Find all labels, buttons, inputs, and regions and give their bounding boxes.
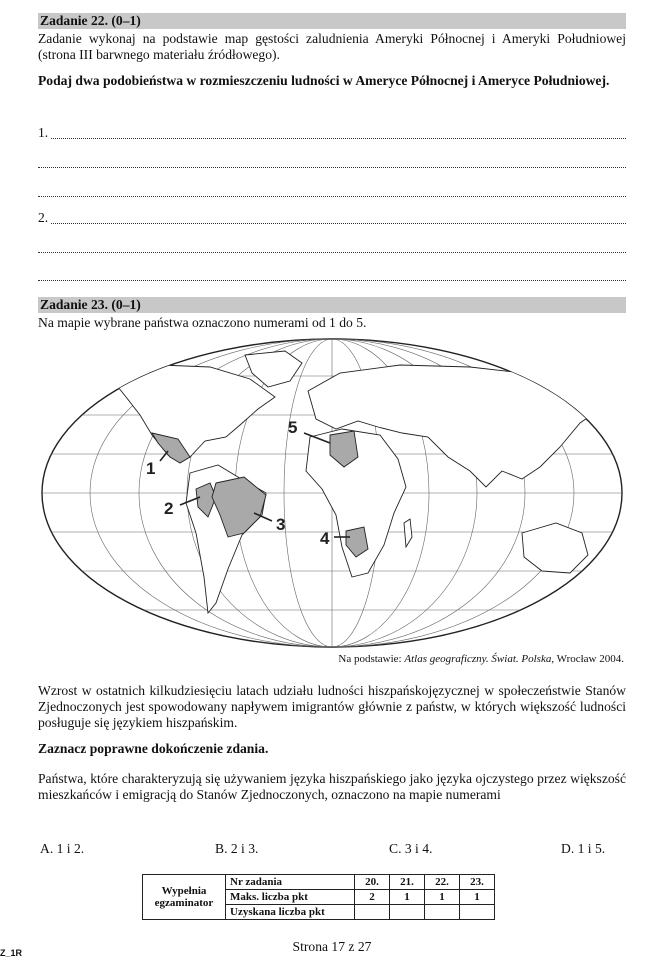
- score-row-max-label: Maks. liczba pkt: [226, 890, 355, 905]
- answer-line[interactable]: [38, 182, 626, 197]
- score-table: [142, 874, 495, 920]
- map-label-3: 3: [276, 515, 286, 534]
- exam-code: Z_1R: [0, 948, 23, 958]
- answer-line[interactable]: [38, 124, 626, 139]
- answer-line[interactable]: [38, 209, 626, 224]
- page-number: Strona 17 z 27: [292, 939, 372, 954]
- score-max-23: 1: [460, 890, 495, 905]
- score-row-got-label: Uzyskana liczba pkt: [226, 905, 355, 920]
- map-label-4: 4: [320, 529, 330, 548]
- option-b[interactable]: B. 2 i 3.: [215, 841, 259, 856]
- task-22-intro: Zadanie wykonaj na podstawie map gęstości zaludnienia Ameryki Północnej i Ameryki Południowej (strona III barwnego materiału źródłowego).: [38, 31, 626, 62]
- task-23-header: Zadanie 23. (0–1): [38, 297, 626, 313]
- task-22-command: Podaj dwa podobieństwa w rozmieszczeniu ludności w Ameryce Północnej i Ameryce Południowej.: [38, 73, 610, 88]
- task-23-command: Zaznacz poprawne dokończenie zdania.: [38, 741, 269, 756]
- map-source-prefix: Na podstawie:: [338, 653, 405, 665]
- answer-line[interactable]: [38, 266, 626, 281]
- score-got-23[interactable]: [460, 905, 495, 920]
- score-task-23: 23.: [460, 875, 495, 890]
- map-source-suffix: , Wrocław 2004.: [551, 653, 624, 665]
- score-got-20[interactable]: [355, 905, 390, 920]
- task-22-header: Zadanie 22. (0–1): [38, 13, 626, 29]
- score-task-21: 21.: [390, 875, 425, 890]
- option-d[interactable]: D. 1 i 5.: [561, 841, 606, 856]
- task-23-question: Państwa, które charakteryzują się używaniem języka hiszpańskiego jako języka ojczystego przez większość mieszkańców i emigracją do Stanów Zjednoczonych, oznaczono na mapie numerami: [38, 771, 626, 802]
- score-max-22: 1: [425, 890, 460, 905]
- option-a[interactable]: A. 1 i 2.: [40, 841, 85, 856]
- map-source-title: Atlas geograficzny. Świat. Polska: [404, 653, 552, 665]
- task-23-intro: Na mapie wybrane państwa oznaczono numerami od 1 do 5.: [38, 315, 367, 330]
- answer-number-1: 1.: [38, 125, 49, 140]
- world-map: [40, 337, 624, 649]
- score-fill-line2: egzaminator: [154, 897, 214, 909]
- score-got-22[interactable]: [425, 905, 460, 920]
- answer-line[interactable]: [38, 153, 626, 168]
- score-got-21[interactable]: [390, 905, 425, 920]
- map-label-1: 1: [146, 459, 156, 478]
- task-23-paragraph: Wzrost w ostatnich kilkudziesięciu latach udziału ludności hiszpańskojęzycznej w społeczeństwie Stanów Zjednoczonych jest spowodowany napływem imigrantów głównie z państw, w których większość ludności posługuje się językiem hiszpańskim.: [38, 683, 626, 730]
- answer-line[interactable]: [38, 238, 626, 253]
- score-max-20: 2: [355, 890, 390, 905]
- score-max-21: 1: [390, 890, 425, 905]
- map-source: [338, 651, 624, 667]
- score-task-22: 22.: [425, 875, 460, 890]
- score-task-20: 20.: [355, 875, 390, 890]
- answer-number-2: 2.: [38, 210, 49, 225]
- score-row-task-label: Nr zadania: [226, 875, 355, 890]
- score-table-fill-label: [143, 875, 226, 920]
- score-fill-line1: Wypełnia: [161, 885, 207, 897]
- option-c[interactable]: C. 3 i 4.: [389, 841, 433, 856]
- map-label-2: 2: [164, 499, 174, 518]
- map-label-5: 5: [288, 418, 298, 437]
